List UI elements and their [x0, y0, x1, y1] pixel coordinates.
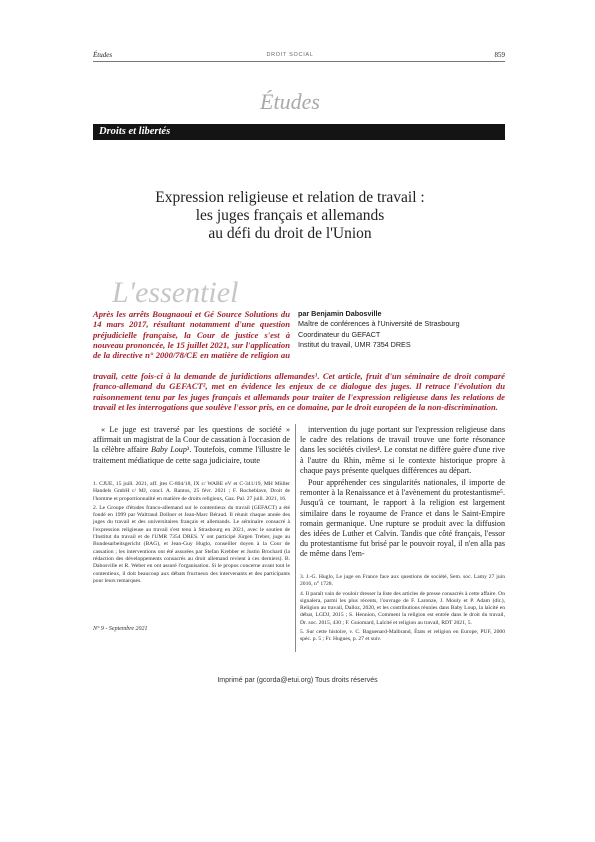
header-section-label: Études [93, 51, 113, 59]
author-block [298, 309, 505, 350]
footnote: 4. Il paraît vain de vouloir dresser la liste des articles de presse consacrés à cette affaire. On signalera, parmi les plus récents, l'ouvrage de F. Laronze, J. Mouly et P. Adam (dir.), Religion au travail, Dalloz, 2020, et les contributions réunies dans Baby Loup, la laïcité en débat, LGDJ, 2015 ; S. Hennion, Comment la religion est entrée dans le droit du travail, Dr. soc. 2015, 430 ; F. Guiomard, Laïcité et religion au travail, RDT 2021, 5. [300, 590, 505, 626]
article-title [100, 189, 480, 243]
essentiel-label: L'essentiel [112, 276, 239, 309]
footnotes-right [300, 574, 505, 644]
body-column-right [300, 425, 505, 560]
case-name: Baby Loup [151, 445, 187, 455]
rubric-title: Études [260, 89, 320, 114]
footnote: 2. Le Groupe d'études franco-allemand sur le contentieux du travail (GEFACT) a été fondé en 1999 par Waltraud Dollner et Jean-Marc Béraud. Il réunit chaque année des juges du travail et des universitaires français et allemands. Le séminaire consacré à l'expression religieuse au travail s'est tenu à Strasbourg en 2021, avec le soutien de l'Institut du travail et de l'UMR 7354 DRES. Y ont participé Jürgen Treber, juge au Bundesarbeitsgericht (BAG), et Jean-Guy Huglo, conseiller doyen à la Cour de cassation ; les interventions ont été assurées par Stefan Krebber et Justin Brochard (la rédaction des développements consacrés au droit allemand revient à ces derniers). B. Dabosville et R. Weber en ont assuré l'organisation. Si le propos concerne avant tout le contentieux, il doit beaucoup aux débats fructueux des intervenants et des participants pour leurs remarques. [93, 504, 290, 584]
footnote: 1. CJUE, 15 juill. 2021, aff. jtes C-804/18, IX c/ WABE eV et C-341/19, MH Müller Handels GmbH c/ MJ, concl. A. Rantos, 25 févr. 2021 ; F. Rocheblave, Droit de l'homme et proportionnalité en matière de droits religieux, Gaz. Pal. 27 juill. 2021, 16. [93, 481, 290, 502]
body-paragraph: Pour appréhender ces singularités nationales, il importe de remonter à la Renaissance et à l'avènement du protestantisme⁵. Jusqu'à ce tournant, le rapport à la religion est largement similaire dans le royaume de France et dans le Saint-Empire romain germanique. Une rupture se produit avec la diffusion des idées de Luther et Calvin. Tandis que côté français, l'essor du protestantisme fut brisé par le pouvoir royal, il n'en alla pas de même dans l'em- [300, 478, 505, 559]
author-affiliation: Institut du travail, UMR 7354 DRES [298, 339, 411, 349]
header-page-number: 859 [494, 51, 505, 59]
print-watermark: Imprimé par (gcorda@etui.org) Tous droits réservés [217, 677, 378, 684]
header-journal-name: DROIT SOCIAL [266, 52, 314, 58]
section-bar-label: Droits et libertés [99, 126, 171, 137]
body-paragraph: intervention du juge portant sur l'expression religieuse dans le cadre des relations de travail trouve une forte résonance dans les sociétés civiles⁴. Le constat ne diffère guère d'une rive à l'autre du Rhin, même si le contexte historique propre à chaque pays présente quelques différences au départ. [300, 425, 505, 475]
body-text: « Le juge est traversé par les questions de société » affirmait un magistrat de la Cour de cassation à l'occasion de la célèbre affaire [93, 425, 290, 455]
section-bar [93, 124, 505, 140]
footnotes-left [93, 481, 290, 585]
footnote: 5. Sur cette histoire, v. C. Baguenard-Malbrand, États et religion en Europe, PUF, 2000 spéc. p. 5 ; Fr. Hugues, p. 27 et suiv. [300, 629, 505, 643]
title-line-1: Expression religieuse et relation de travail : [155, 189, 425, 206]
abstract-part-2: travail, cette fois-ci à la demande de juridictions allemandes¹. Cet article, fruit d'un séminaire de droit comparé franco-allemand du GEFACT², met en évidence les enjeux de ce dialogue des juges. Il retrace l'évolution du raisonnement tenu par les juges français et allemands pour traiter de l'expression religieuse dans les relations de travail et les interrogations que soulève l'essor pris, en ce domaine, par le droit européen de la non-discrimination. [93, 371, 505, 412]
author-affiliation: Coordinateur du GEFACT [298, 329, 381, 339]
header-rule [93, 61, 505, 62]
body-column-left [93, 425, 290, 466]
abstract-part-1: Après les arrêts Bougnaoui et Gé Source Solutions du 14 mars 2017, résultant notamment d'une question préjudicielle française, la Cour de justice s'est à nouveau prononcée, le 15 juillet 2021, sur l'application de la directive n° 2000/78/CE en matière de religion au [93, 309, 290, 361]
column-divider [295, 424, 296, 652]
issue-label: N° 9 - Septembre 2021 [93, 626, 148, 632]
author-byline: par Benjamin Dabosville [298, 309, 382, 318]
footnote: 3. J.-G. Huglo, Le juge en France face aux questions de société, Sem. soc. Lamy 27 juin 2016, n° 1728. [300, 574, 505, 588]
author-affiliation: Maître de conférences à l'Université de Strasbourg [298, 319, 460, 329]
title-line-3: au défi du droit de l'Union [208, 225, 372, 242]
title-line-2: les juges français et allemands [195, 207, 385, 224]
body-paragraph [93, 425, 290, 466]
body-text: ³. Toutefois, comme l'illustre le traitement médiatique de cette saga judiciaire, toute [93, 445, 290, 465]
